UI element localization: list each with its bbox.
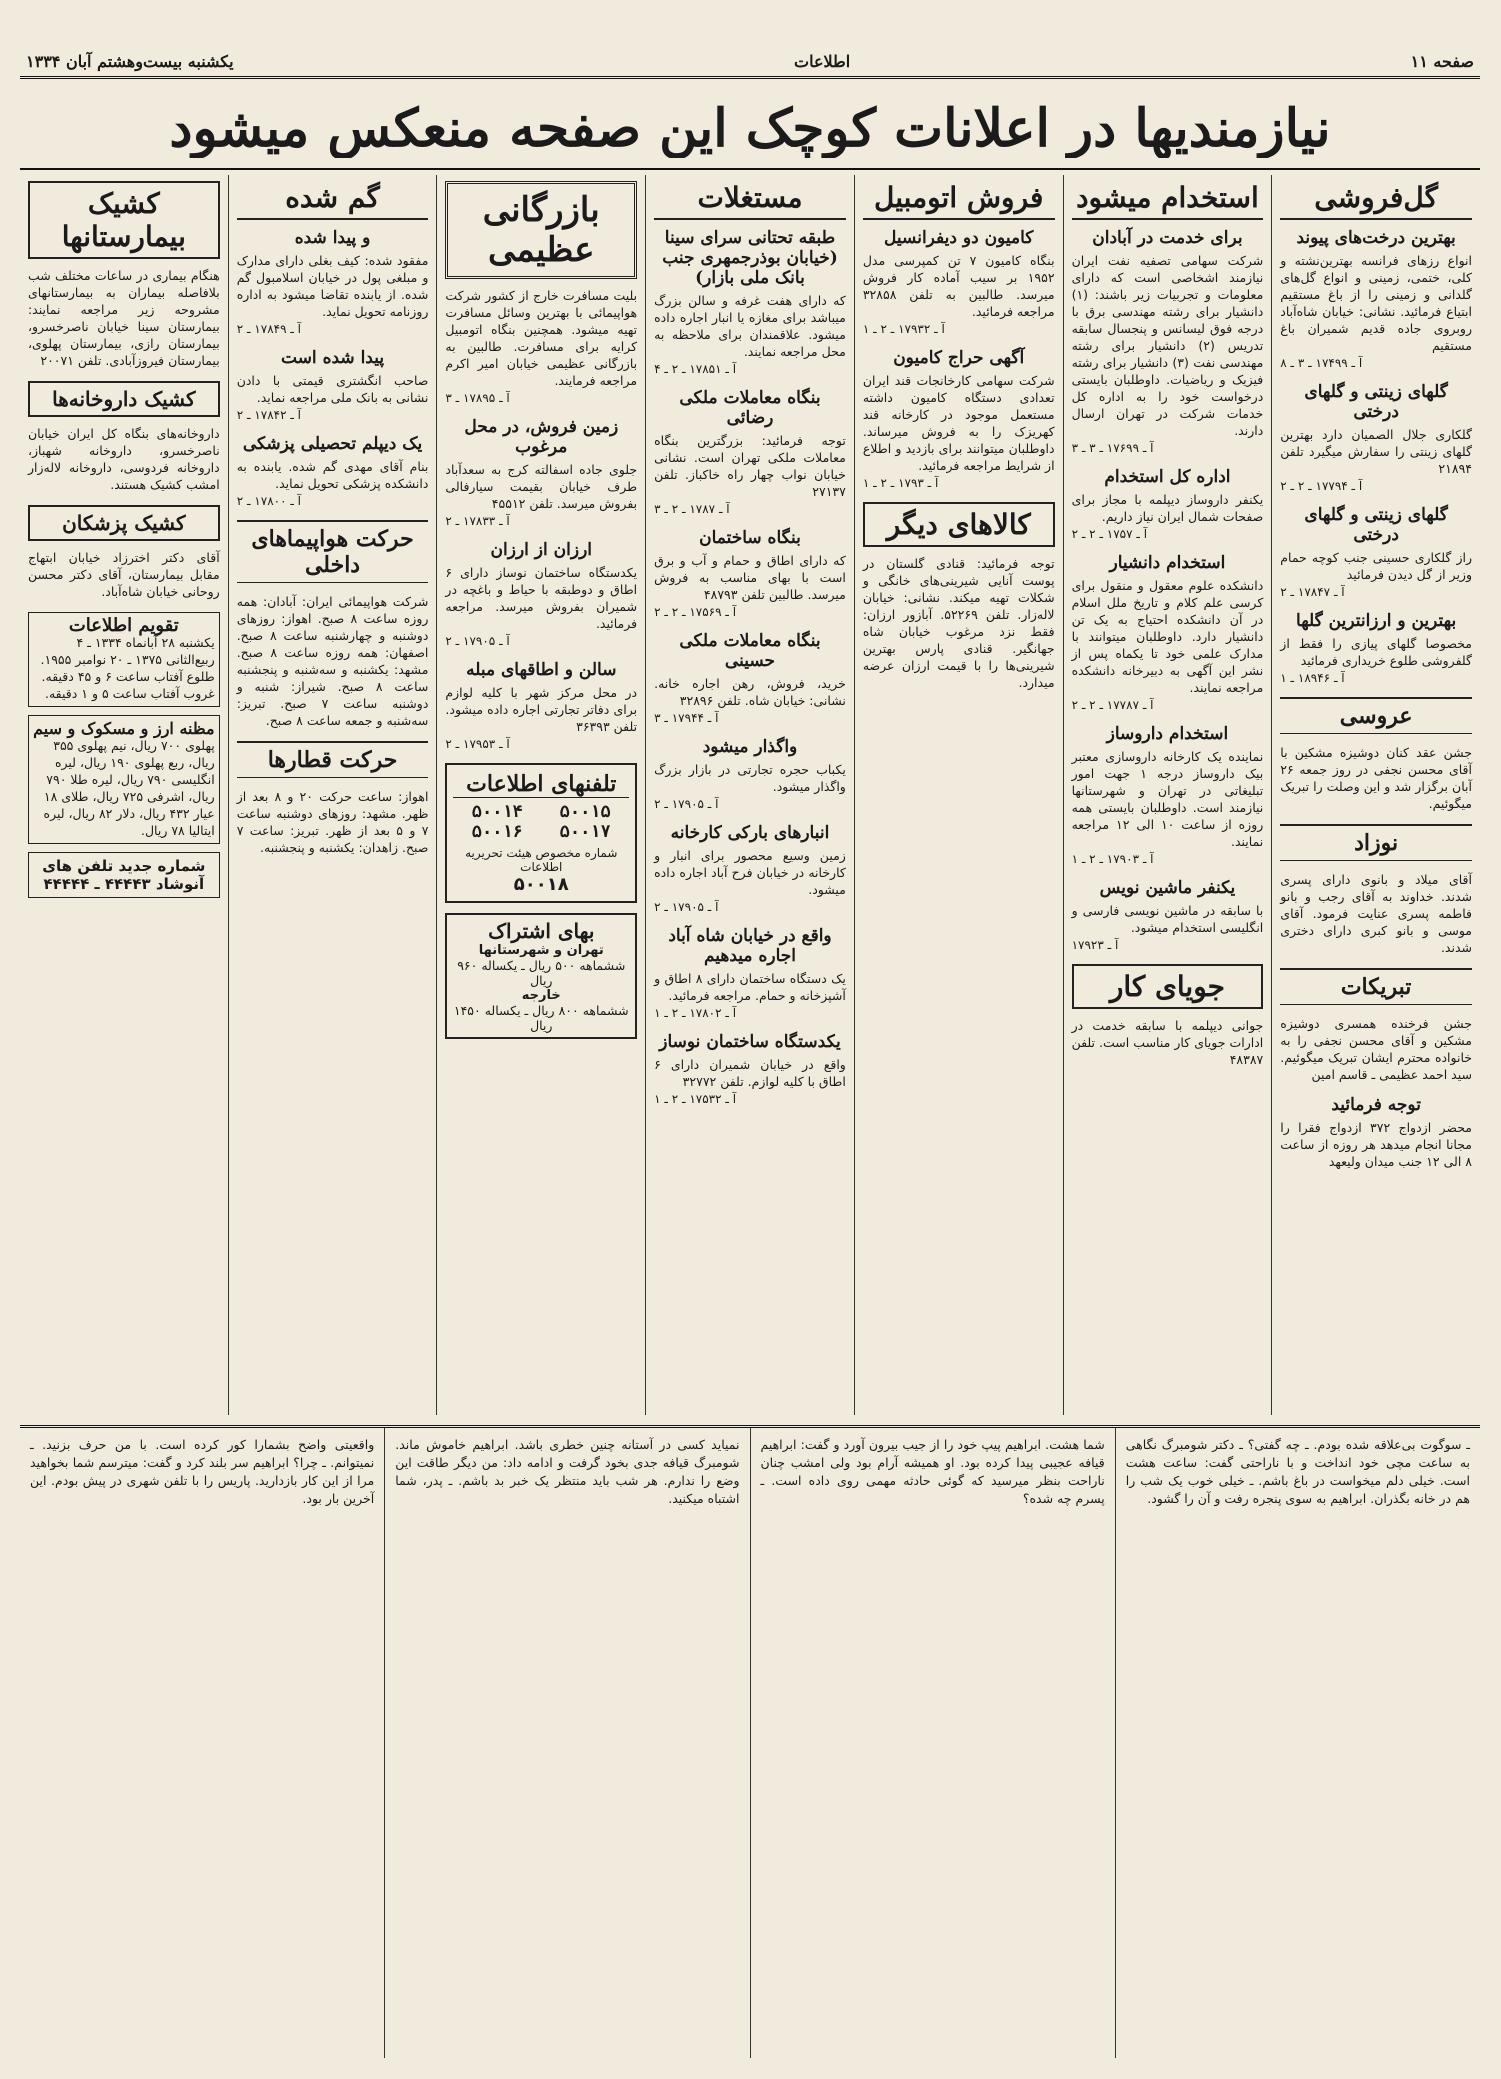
section-text (28, 549, 220, 600)
story-column (750, 1428, 1115, 2058)
phone-number: ۵۰۰۱۴ (471, 802, 523, 822)
page-headline: نیازمندیها در اعلانات کوچک این صفحه منعکس میشود (169, 100, 1331, 158)
ad-heading: واگذار میشود (702, 737, 798, 757)
column-real-estate (645, 175, 854, 1415)
story-column (20, 1428, 384, 2058)
ad-heading: آگهی حراج کامیون (893, 348, 1025, 368)
subscription-row: ششماهه ۸۰۰ ریال ـ یکساله ۱۴۵۰ ریال (453, 1003, 629, 1033)
section-title-other-goods: کالاهای دیگر (863, 502, 1055, 547)
ad-text: دانشکده علوم معقول و منقول برای کرسی علم کلام و تاریخ ملل اسلام در آن دانشکده احتیاج به یک تن دانشیار دارد. داوطلبان میتوانند با مدارک علمی خود تا یکماه پس از نشر این آگهی به دبیرخانه دانشکده مراجعه نمایند. (1071, 578, 1264, 695)
ad-heading: انبارهای بارکی کارخانه (670, 823, 830, 843)
ad-code: آ ـ ۱۷۷۹۴ ـ ۲ ـ ۲ (1280, 479, 1363, 493)
ad-code: آ ـ ۱۷۹۲۳ (1071, 938, 1119, 952)
ad-item (654, 926, 846, 1020)
ad-text: گلکاری جلال الصمیان دارد بهترین گلهای زینتی را سفارش میگیرد تلفن ۲۱۸۹۴ (1280, 427, 1472, 476)
column-title: استخدام میشود (1072, 181, 1264, 220)
ad-code: آ ـ ۱۸۹۴۶ ـ ۱ (1280, 671, 1345, 685)
phone-numbers-box (445, 763, 637, 903)
column-azimi-trading (436, 175, 645, 1415)
currency-title: مظنه ارز و مسکوک و سیم (33, 719, 215, 738)
section-title-congrats: تبریکات (1280, 968, 1472, 1005)
ad-heading: استخدام دانشیار (1109, 553, 1226, 573)
ad-code: آ ـ ۱۷۹۵۳ ـ ۲ (445, 737, 510, 751)
column-car-sales (854, 175, 1063, 1415)
ad-code: آ ـ ۱۷۵۳۲ ـ ۲ ـ ۱ (654, 1092, 737, 1106)
story-paragraph: نمیاید کسی در آستانه چنین خطری باشد. ابراهیم خاموش ماند. شومبرگ قیافه جدی بخود گرفت و ادامه داد: من دیگر طاقت این وضع را ندارم. هر شب باید منتظر یک خبر بد باشم. ـ پدر، شما اشتباه میکنید. (395, 1437, 740, 1506)
ad-heading: گلهای زینتی و گلهای درختی (1304, 505, 1448, 545)
ad-text: محضر ازدواج ۳۷۲ ازدواج فقرا را مجانا انجام میدهد هر روزه از ساعت ۸ الی ۱۲ جنب میدان ولیعهد (1280, 1120, 1472, 1169)
section-paragraph: آقای میلاد و بانوی دارای پسری شدند. خداوند به آقای رجب و بانو فاطمه پسری عنایت فرمود. آقای موسی و بانو کبری دارای دختری شدند. (1280, 872, 1472, 955)
classifieds-columns (20, 175, 1480, 1415)
column-title: مستغلات (654, 181, 846, 220)
ad-code: آ ـ ۱۷۸۵۱ ـ ۲ ـ ۴ (654, 362, 737, 376)
ad-text: انواع رزهای فرانسه بهترین‌نشته و کلی، ختمی، زمینی و انواع گل‌های گلدانی و زمینی را از باغ مستقیم ابتیاع فرمائید. نشانی: خیابان شاه‌آباد روبروی جاده قدیم شمیران باغ مستقیم (1280, 253, 1472, 353)
ad-code: آ ـ ۱۷۹۰۳ ـ ۲ ـ ۱ (1071, 852, 1154, 866)
ad-heading: کامیون دو دیفرانسیل (884, 228, 1034, 248)
ad-item (445, 660, 637, 751)
ad-heading: یک دیپلم تحصیلی پزشکی (242, 434, 423, 454)
column-flowers (1271, 175, 1480, 1415)
phone-notice: شماره جدید تلفن های آنوشاد ۴۴۴۴۳ ـ ۴۴۴۴۴ (28, 852, 220, 898)
ad-item (237, 434, 429, 508)
ad-code: آ ـ ۱۷۹۴۴ ـ ۳ (654, 711, 719, 725)
ad-heading: یکنفر ماشین نویس (1099, 878, 1236, 898)
ad-item (654, 1032, 846, 1106)
ad-code: آ ـ ۱۷۸۴۲ ـ ۲ (236, 408, 302, 422)
section-title-trains: حرکت قطارها (237, 741, 429, 778)
phones-grid (453, 802, 629, 842)
ad-heading: واقع در خیابان شاه آباد اجاره میدهیم (668, 926, 832, 966)
ad-heading: و پیدا شده (294, 228, 371, 248)
column-title: گل‌فروشی (1280, 181, 1472, 220)
phones-title: تلفنهای اطلاعات (453, 771, 629, 798)
ad-text: نماینده یک کارخانه داروسازی معتبر بیک داروساز درجه ۱ جهت امور تبلیغاتی در تهران و شهرستانها نیازمند است. داوطلبان بایستی همه روزه از ساعت ۱۰ الی ۱۲ مراجعه نمایند. (1071, 749, 1264, 849)
ad-item (1280, 505, 1472, 599)
subscription-box (445, 913, 637, 1039)
story-column (1115, 1428, 1480, 2058)
ad-text: بلیت مسافرت خارج از کشور شرکت هواپیمائی با بهترین وسائل مسافرت تهیه میشود. همچنین بنگاه اتومبیل کرایه برای مسافرت. طالبین به بازرگانی عظیمی خیابان امیر اکرم مراجعه فرمایند. (445, 288, 638, 388)
column-employment (1063, 175, 1272, 1415)
ad-text: یکدستگاه ساختمان نوساز دارای ۶ اطاق و دوطبقه با حیاط و باغچه در شمیران بفروش میرسد. مراجعه فرمائید. (445, 565, 638, 631)
subscription-row: تهران و شهرستانها (478, 943, 604, 958)
ad-item (1072, 467, 1264, 541)
issue-date: یکشنبه بیست‌وهشتم آبان ۱۳۳۴ (26, 51, 234, 71)
phone-number: ۵۰۰۱۵ (559, 802, 611, 822)
ad-item (654, 823, 846, 914)
ad-item (445, 287, 637, 405)
ad-code: آ ـ ۱۷۹۳۲ ـ ۲ ـ ۱ (862, 322, 945, 336)
ad-code: آ ـ ۱۷۴۹۹ ـ ۳ ـ ۸ (1280, 356, 1363, 370)
column-title: گم شده (237, 181, 429, 220)
ad-code: آ ـ ۱۷۸۰۰ ـ ۲ (236, 494, 302, 508)
ad-code: آ ـ ۱۷۸۷ ـ ۲ ـ ۳ (654, 502, 730, 516)
ad-item (654, 228, 846, 376)
ad-text: هنگام بیماری در ساعات مختلف شب بلافاصله بیماران به بیمارستانهای مشروحه زیر مراجعه نمایند: بیمارستان سینا خیابان ناصرخسرو، بیمارستان رازی، بیمارستان پهلوی، بیمارستان فیروزآبادی. تلفن ۲۰۰۷۱ (27, 268, 220, 368)
ad-item (1280, 382, 1472, 493)
section-paragraph: جوانی دیپلمه با سابقه خدمت در ادارات جویای کار مناسب است. تلفن ۴۸۳۸۷ (1071, 1018, 1264, 1067)
ad-text: مفقود شده: کیف بغلی دارای مدارک و مبلغی پول در خیابان اسلامبول گم شده. از یابنده تقاضا میشود به اداره روزنامه تحویل نماید. (236, 253, 429, 319)
ad-heading: برای خدمت در آبادان (1092, 228, 1243, 248)
headline-rule (20, 168, 1480, 170)
section-title-flights: حرکت هواپیماهای داخلی (237, 520, 429, 583)
ad-code: آ ـ ۱۷۸۹۵ ـ ۳ (445, 391, 510, 405)
phones-main-number: ۵۰۰۱۸ (513, 874, 569, 895)
section-text (237, 593, 429, 729)
ad-text: یکنفر داروساز دیپلمه با مجاز برای صفحات شمال ایران نیاز داریم. (1071, 492, 1264, 524)
section-text (1280, 871, 1472, 956)
page-number: صفحه ۱۱ (1410, 51, 1474, 71)
ad-item (654, 631, 846, 725)
ad-text: بنگاه کامیون ۷ تن کمپرسی مدل ۱۹۵۲ بر سیب آماده کار فروش میرسد. طالبین به تلفن ۳۲۸۵۸ مراجعه فرمائید. (862, 253, 1055, 319)
ad-item (1280, 228, 1472, 370)
section-text (1280, 744, 1472, 812)
ad-item (654, 528, 846, 619)
subscription-row: خارجه (521, 988, 561, 1003)
ad-heading: توجه فرمائید (1331, 1095, 1421, 1115)
ad-text: مخصوصا گلهای پیازی را فقط از گلفروشی طلوع خریداری فرمائید (1280, 636, 1472, 668)
ad-item (863, 228, 1055, 336)
ad-code: آ ـ ۱۷۵۶۹ ـ ۲ ـ ۲ (654, 605, 737, 619)
column-lost-found (228, 175, 437, 1415)
subscription-row: ششماهه ۵۰۰ ریال ـ یکساله ۹۶۰ ریال (457, 958, 626, 988)
ad-heading: بنگاه معاملات ملکی حسینی (679, 631, 821, 671)
ad-code: آ ـ ۱۷۵۷ ـ ۲ ـ ۲ (1071, 527, 1148, 541)
phone-number: ۵۰۰۱۷ (559, 822, 611, 842)
ad-code: آ ـ ۱۷۹۳ ـ ۲ ـ ۱ (862, 476, 939, 490)
page-header (20, 8, 1480, 84)
ad-item (1280, 611, 1472, 685)
ad-text: با سابقه در ماشین نویسی فارسی و انگلیسی استخدام میشود. (1071, 903, 1264, 935)
currency-box (28, 715, 220, 844)
section-paragraph: آقای دکتر اخترزاد خیابان ابتهاج مقابل بیمارستان، آقای دکتر محسن روحانی خیابان شاه‌آباد. (27, 550, 220, 599)
ad-item (1072, 228, 1264, 455)
ad-text: در محل مرکز شهر با کلیه لوازم برای دفاتر تجارتی اجاره داده میشود. تلفن ۳۶۳۹۳ (445, 685, 638, 734)
ad-text: که دارای هفت غرفه و سالن بزرگ میباشد برای مغازه یا انبار اجاره داده میشود. علاقمندان برای ملاحظه به محل مراجعه نمایند. (654, 293, 846, 359)
calendar-box (28, 612, 220, 707)
story-paragraph: شما هشت. ابراهیم پیپ خود را از جیب بیرون آورد و گفت: ابراهیم قیافه عجیبی پیدا کرده بود. او همیشه آرام بود ولی امشب چنان ناراحت بنظر میرسید که گوئی حادثه مهمی روی داده است. ـ پسرم چه شده؟ (760, 1437, 1105, 1506)
ad-text: واقع در خیابان شمیران دارای ۶ اطاق با کلیه لوازم. تلفن ۳۲۷۷۲ (654, 1057, 846, 1089)
ad-heading: سالن و اطاقهای مبله (466, 660, 617, 680)
ad-text: راز گلکاری حسینی جنب کوچه حمام وزیر از گل دیدن فرمائید (1280, 550, 1472, 582)
ad-heading: بهترین و ارزانترین گلها (1296, 611, 1457, 631)
ad-heading: ارزان از ارزان (490, 540, 592, 560)
ad-heading: بنگاه ساختمان (699, 528, 801, 548)
story-paragraph: واقعیتی واضح بشمارا کور کرده است. با من حرف بزنید. ـ نمیتوانم. ـ چرا؟ ابراهیم سر بلند کرد و گفت: میترسم شما بخواهید مرا از این کار بازدارید. پاریس را با تلفن شهری در پیش بودم. این آخرین بار بود. (30, 1437, 375, 1506)
section-paragraph: جشن عقد کنان دوشیزه مشکین با آقای محسن نجفی در روز جمعه ۲۶ آبان برگزار شد و این وصلت را تبریک میگوئیم. (1280, 745, 1472, 811)
ad-item (28, 267, 220, 369)
column-title: فروش اتومبیل (863, 181, 1055, 220)
ad-text: خرید، فروش، رهن اجاره خانه. نشانی: خیابان شاه. تلفن ۳۲۸۹۶ (654, 676, 846, 708)
section-paragraph: جشن فرخنده همسری دوشیزه مشکین و آقای محسن نجفی را به خانواده محترم ایشان تبریک میگوئیم. سید احمد عظیمی ـ قاسم امین (1280, 1016, 1472, 1082)
serial-story (20, 1425, 1480, 2058)
ad-code: آ ـ ۱۷۶۹۹ ـ ۳ ـ ۳ (1071, 441, 1154, 455)
calendar-text: یکشنبه ۲۸ آبانماه ۱۳۳۴ ـ ۴ ربیع‌الثانی ۱۳۷۵ ـ ۲۰ نوامبر ۱۹۵۵. طلوع آفتاب ساعت ۶ و ۴۵ دقیقه. غروب آفتاب ساعت ۵ و ۱ دقیقه. (40, 635, 215, 701)
section-text (237, 788, 429, 856)
section-title-wedding: عروسی (1280, 697, 1472, 734)
paper-name: اطلاعات (794, 51, 851, 71)
subscription-title: بهای اشتراک (488, 919, 595, 943)
ad-text: یک دستگاه ساختمان دارای ۸ اطاق و آشپزخانه و حمام. مراجعه فرمائید. (654, 971, 846, 1003)
ad-code: آ ـ ۱۷۹۰۵ ـ ۲ (445, 634, 510, 648)
column-title: کشیک بیمارستانها (28, 181, 220, 259)
section-text (1072, 1017, 1264, 1068)
section-title-job-seekers: جویای کار (1072, 964, 1264, 1009)
ad-text: یکباب حجره تجارتی در بازار بزرگ واگذار میشود. (654, 762, 846, 794)
story-column (384, 1428, 749, 2058)
ad-text: شرکت سهامی تصفیه نفت ایران نیازمند اشخاصی است که دارای معلومات و تجربیات زیر باشند: (۱) دانشیار برای رشته مهندسی برق با درجه فوق لیسانس و پنجسال سابقه تدریس (۲) دانشیار برای رشته مهندسی نفت (۳) دانشیار برای رشته فیزیک و ریاضیات. داوطلبان بایستی درخواست خود را به اداره کل خدمات شرکت در تهران ارسال دارند. (1071, 253, 1264, 438)
ad-item (654, 388, 846, 516)
ad-heading: یکدستگاه ساختمان نوساز (659, 1032, 841, 1052)
ad-text: جلوی جاده اسفالته کرج به سعدآباد طرف خیابان بقیمت سیارفالی بفروش میرسد. تلفن ۴۵۵۱۲ (445, 462, 638, 511)
section-text (863, 555, 1055, 691)
ad-heading: گلهای زینتی و گلهای درختی (1304, 382, 1448, 422)
column-hospitals (20, 175, 228, 1415)
section-text (1280, 1015, 1472, 1083)
ad-item (445, 540, 637, 648)
ad-code: آ ـ ۱۷۸۰۲ ـ ۲ ـ ۱ (654, 1006, 737, 1020)
currency-text: پهلوی ۷۰۰ ریال، نیم پهلوی ۳۵۵ ریال، ربع پهلوی ۱۹۰ ریال، لیره انگلیسی ۷۹۰ ریال، لیره طلا ۷۹۰ ریال، اشرفی ۷۲۵ ریال، طلای ۱۸ عیار ۴۳۲ ریال، دلار ۸۲ ریال، لیره ایتالیا ۷۸ ریال. (43, 738, 215, 838)
ad-text: زمین وسیع محصور برای انبار و کارخانه در خیابان فرح آباد اجاره داده میشود. (654, 848, 846, 897)
phone-number: ۵۰۰۱۶ (471, 822, 523, 842)
header-meta-row (20, 46, 1480, 79)
section-title-pharmacies: کشیک داروخانه‌ها (28, 381, 220, 417)
ad-item (1280, 1095, 1472, 1170)
section-paragraph: شرکت هواپیمائی ایران: آبادان: همه روزه ساعت ۸ صبح. اهواز: روزهای دوشنبه و چهارشنبه ساعت ۸ صبح. اصفهان: همه روزه ساعت ۸ صبح. مشهد: یکشنبه و سه‌شنبه و پنجشنبه ساعت ۸ صبح. شیراز: شنبه و دوشنبه ساعت ۷ صبح. تبریز: سه‌شنبه و جمعه ساعت ۸ صبح. (236, 594, 429, 728)
ad-text: شرکت سهامی کارخانجات قند ایران تعدادی دستگاه کامیون داشته مستعمل موجود در کارخانه قند کهریزک را به فروش میرساند. داوطلبان میتوانند برای بازدید و اطلاع از شرایط مراجعه فرمائید. (862, 373, 1055, 473)
ad-item (445, 417, 637, 528)
ad-heading: اداره کل استخدام (1104, 467, 1231, 487)
ad-text: توجه فرمائید: بزرگترین بنگاه معاملات ملکی تهران است. نشانی خیابان نواب چهار راه خاکباز. تلفن ۲۷۱۳۷ (654, 433, 846, 499)
ad-item (863, 348, 1055, 490)
ad-code: آ ـ ۱۷۹۰۵ ـ ۲ (654, 900, 719, 914)
section-title-newborn: نوزاد (1280, 824, 1472, 861)
ad-item (237, 348, 429, 422)
ad-item (237, 228, 429, 336)
ad-heading: بهترین درخت‌های پیوند (1296, 228, 1456, 248)
ad-code: آ ـ ۱۷۸۳۳ ـ ۲ (445, 514, 510, 528)
phones-note: شماره مخصوص هیئت تحریریه اطلاعات (465, 846, 618, 874)
ad-heading: زمین فروش، در محل مرغوب (464, 417, 619, 457)
ad-text: بنام آقای مهدی گم شده. یابنده به دانشکده پزشکی تحویل نماید. (236, 459, 429, 491)
ad-item (1072, 878, 1264, 952)
ad-item (1072, 553, 1264, 712)
ad-code: آ ـ ۱۷۸۴۷ ـ ۲ (1280, 585, 1345, 599)
calendar-title: تقویم اطلاعات (68, 615, 179, 636)
section-paragraph: اهواز: ساعت حرکت ۲۰ و ۸ بعد از ظهر. مشهد: روزهای دوشنبه ساعت ۷ و ۵ بعد از ظهر. تبریز: ساعت ۷ صبح. زاهدان: یکشنبه و پنجشنبه. (236, 789, 429, 855)
section-paragraph: داروخانه‌های بنگاه کل ایران خیابان ناصرخسرو، داروخانه شهباز، داروخانه فردوسی، داروخانه لاله‌زار امشب کشیک هستند. (27, 426, 220, 492)
ad-heading: پیدا شده است (281, 348, 385, 368)
story-paragraph: ـ سوگوت بی‌علاقه شده بودم. ـ چه گفتی؟ ـ دکتر شومبرگ نگاهی به ساعت مچی خود انداخت و با ناراحتی گفت: ساعت هشت است. خیلی دلم میخواست در باغ باشم. ـ خیلی خوب یک شب را هم در خانه بگذران. ابراهیم به سوی پنجره رفت و آن را گشود. (1125, 1437, 1470, 1506)
section-paragraph: توجه فرمائید: قنادی گلستان در پوست آنایی شیرینی‌های خانگی و شکلات تهیه میکند. نشانی: خیابان لاله‌زار. تلفن ۵۲۲۶۹. آبازور ارزان: فقط نزد مرغوب خیابان شاه جهانگیر. قنادی پارس بهترین شیرینی‌ها را با قیمت ارزان عرضه میدارد. (862, 556, 1055, 690)
ad-heading: بنگاه معاملات ملکی رضائی (679, 388, 821, 428)
ad-heading: طبقه تحتانی سرای سینا (خیابان بوذرجمهری جنب بانک ملی بازار) (662, 228, 838, 288)
ad-text: صاحب انگشتری قیمتی با دادن نشانی به بانک ملی مراجعه نماید. (236, 373, 429, 405)
ad-item (1072, 724, 1264, 866)
section-text (28, 425, 220, 493)
section-title-doctors: کشیک پزشکان (28, 505, 220, 541)
ad-code: آ ـ ۱۷۷۸۷ ـ ۲ ـ ۲ (1071, 698, 1154, 712)
ad-text: که دارای اطاق و حمام و آب و برق است با بهای مناسب به فروش میرسد. طالبین تلفن ۴۸۷۹۳ (654, 553, 846, 602)
ad-heading: استخدام داروساز (1106, 724, 1229, 744)
azimi-logo-title: بازرگانی عظیمی (445, 181, 637, 279)
ad-code: آ ـ ۱۷۹۰۵ ـ ۲ (654, 797, 719, 811)
ad-item (654, 737, 846, 811)
ad-code: آ ـ ۱۷۸۴۹ ـ ۲ (236, 322, 302, 336)
